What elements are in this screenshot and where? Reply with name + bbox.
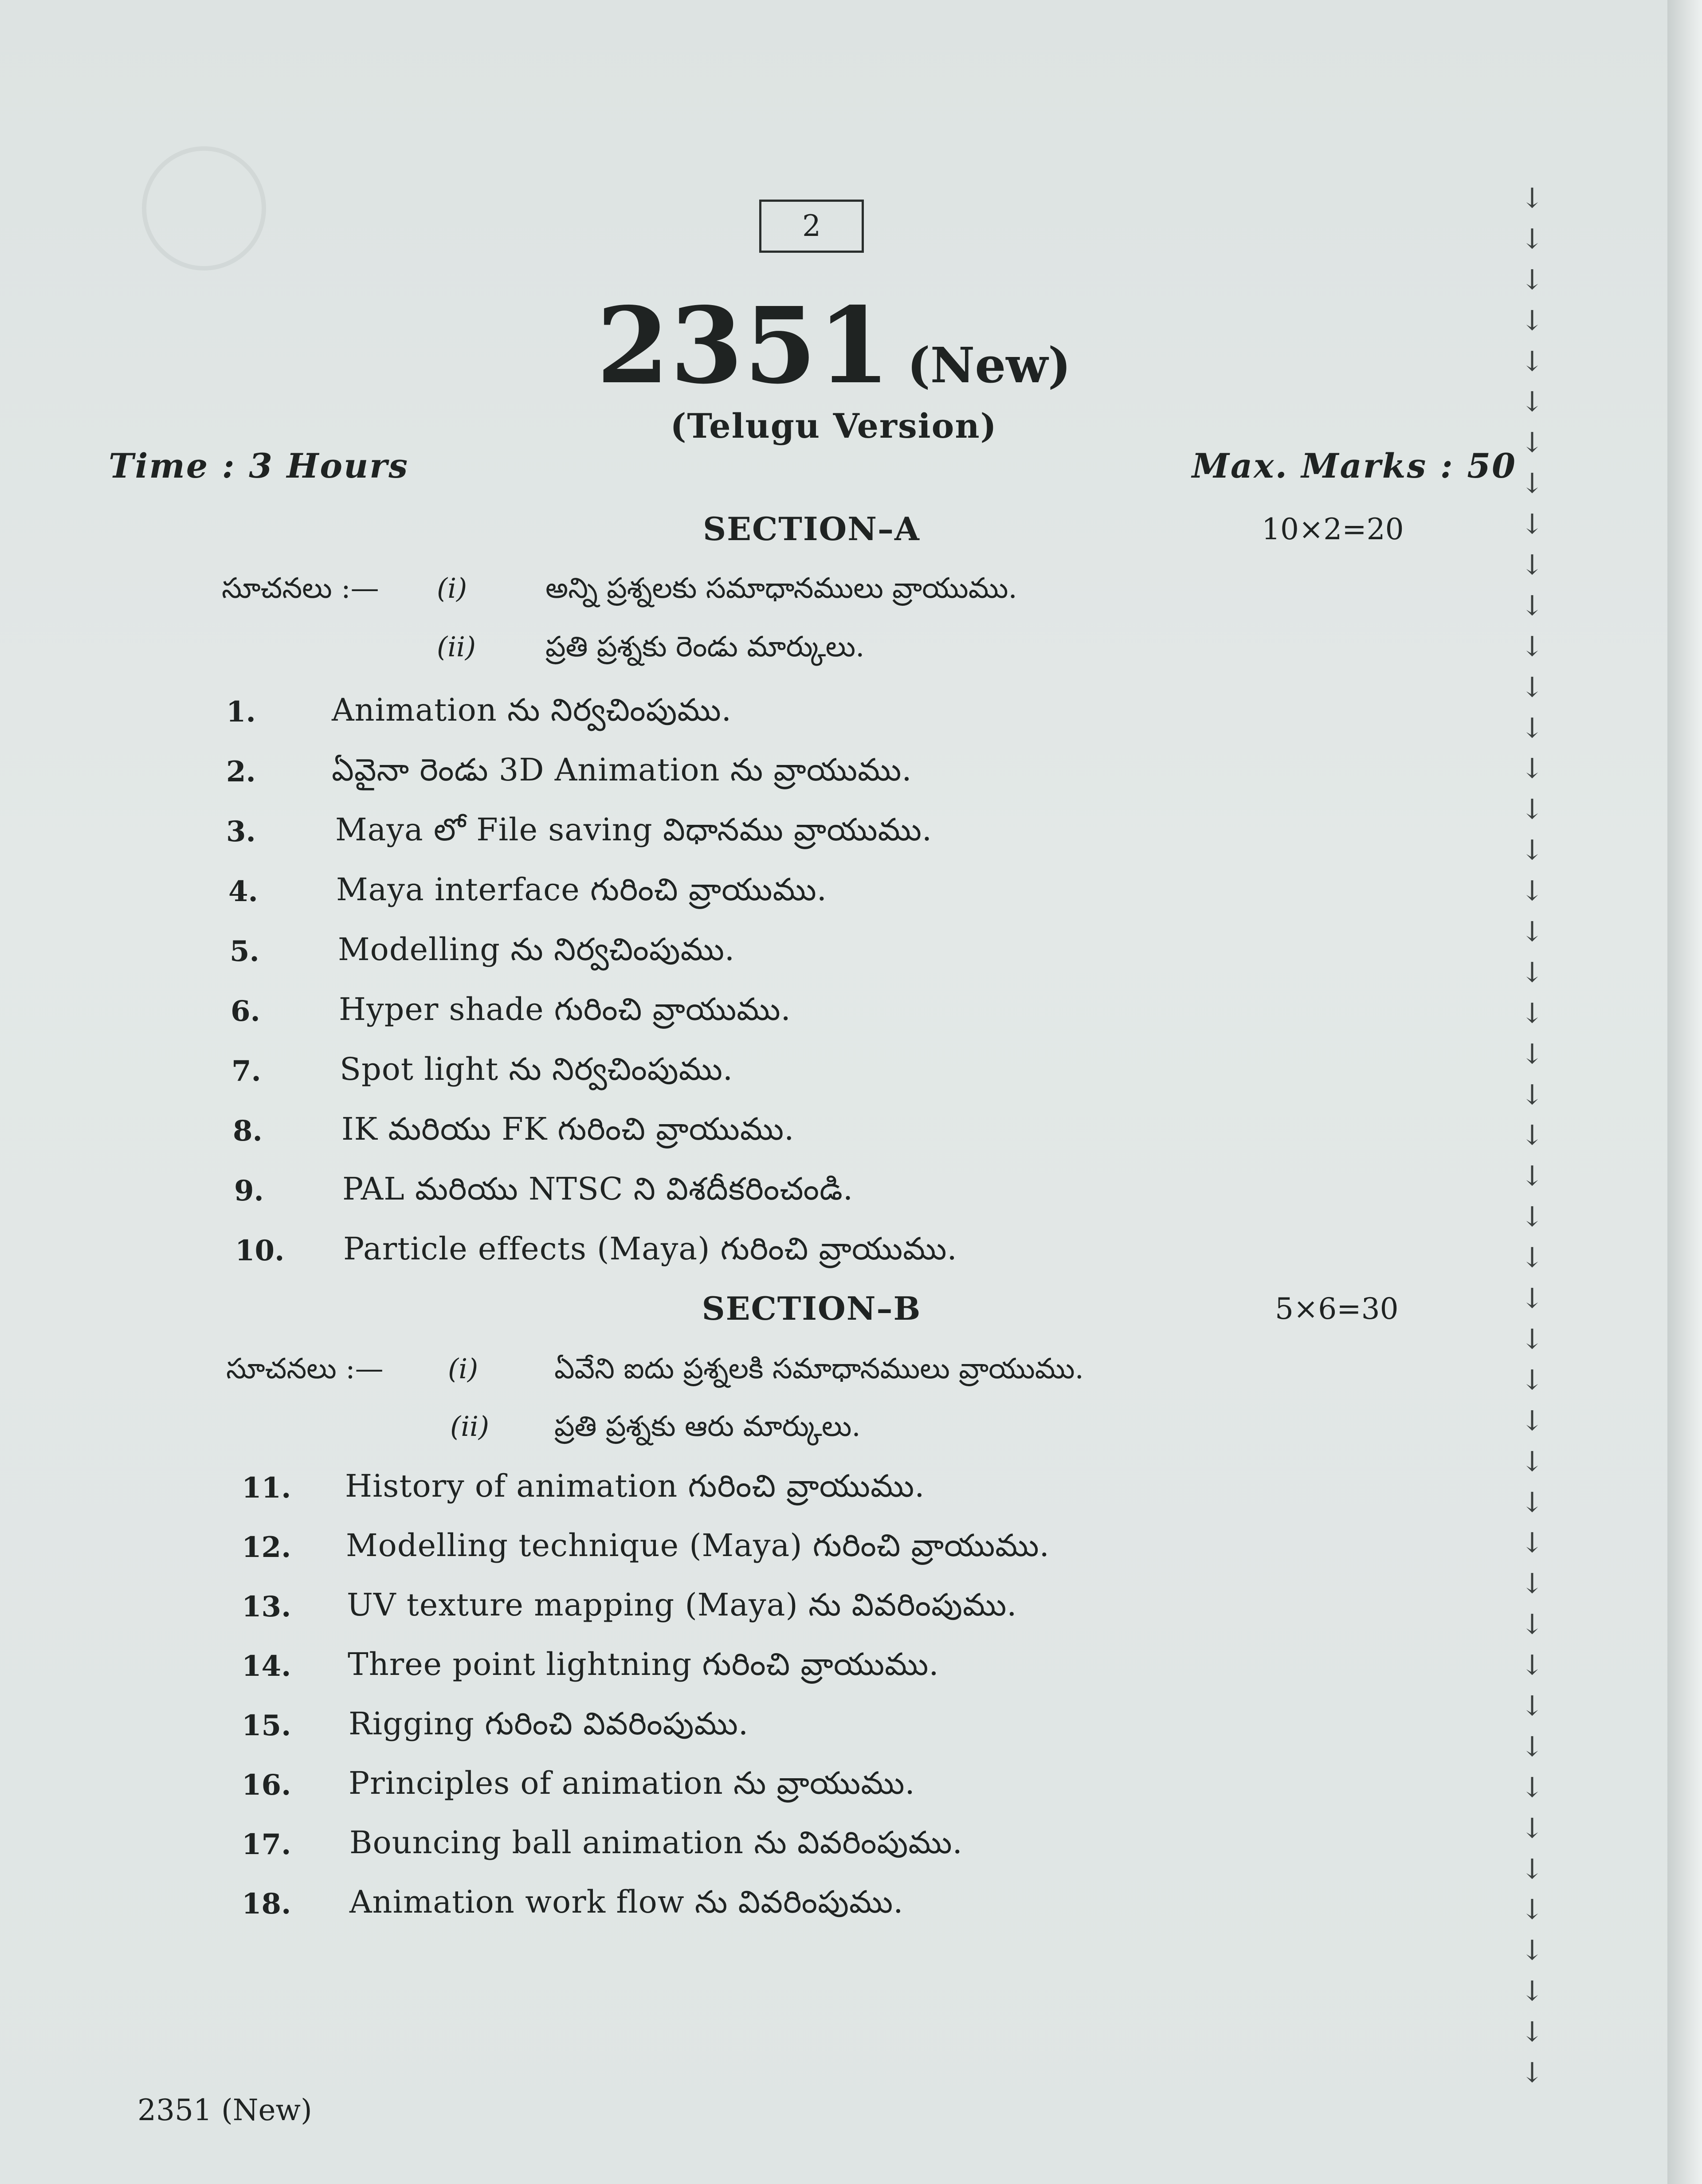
page-edge xyxy=(1667,0,1702,2184)
margin-arrow-column xyxy=(1517,182,1548,2089)
down-arrow-icon: ↓ xyxy=(1521,508,1544,541)
section-b-title: SECTION–B xyxy=(702,1290,922,1327)
section-b-instruction-num: (i) xyxy=(448,1353,478,1385)
down-arrow-icon: ↓ xyxy=(1521,834,1544,867)
down-arrow-icon: ↓ xyxy=(1521,996,1544,1029)
down-arrow-icon: ↓ xyxy=(1521,793,1544,826)
question-number: 16. xyxy=(242,1768,291,1802)
down-arrow-icon: ↓ xyxy=(1521,1608,1544,1641)
down-arrow-icon: ↓ xyxy=(1521,1160,1544,1192)
section-b-instructions-label: సూచనలు :— xyxy=(226,1353,384,1385)
section-a-title: SECTION–A xyxy=(703,510,920,548)
question-number: 17. xyxy=(242,1828,291,1861)
section-b-instruction-text: ఏవేని ఐదు ప్రశ్నలకి సమాధానములు వ్రాయుము. xyxy=(554,1353,1084,1385)
section-a-instruction-text: ప్రతి ప్రశ్నకు రెండు మార్కులు. xyxy=(545,631,865,663)
down-arrow-icon: ↓ xyxy=(1521,1771,1544,1804)
question-text: Particle effects (Maya) గురించి వ్రాయుము. xyxy=(343,1231,957,1267)
question-text: Modelling technique (Maya) గురించి వ్రాయుము. xyxy=(346,1527,1050,1564)
question-number: 2. xyxy=(226,755,256,788)
question-number: 7. xyxy=(231,1055,261,1088)
down-arrow-icon: ↓ xyxy=(1521,345,1544,377)
down-arrow-icon: ↓ xyxy=(1521,670,1544,703)
question-number: 5. xyxy=(230,935,259,968)
question-text: Modelling ను నిర్వచింపుము. xyxy=(338,931,735,968)
section-b-instruction-text: ప్రతి ప్రశ్నకు ఆరు మార్కులు. xyxy=(554,1410,861,1443)
question-text: Animation work flow ను వివరింపుము. xyxy=(349,1884,904,1920)
footer-code: 2351 (New) xyxy=(137,2093,312,2127)
down-arrow-icon: ↓ xyxy=(1521,222,1544,255)
down-arrow-icon: ↓ xyxy=(1521,1078,1544,1111)
paper-tag: (New) xyxy=(907,337,1071,394)
down-arrow-icon: ↓ xyxy=(1521,1363,1544,1396)
question-text: Three point lightning గురించి వ్రాయుము. xyxy=(348,1646,939,1682)
time-allowed: Time : 3 Hours xyxy=(109,446,409,486)
section-b-instruction-num: (ii) xyxy=(450,1410,490,1443)
down-arrow-icon: ↓ xyxy=(1521,1282,1544,1315)
bleed-through-seal xyxy=(142,146,266,271)
question-text: Rigging గురించి వివరింపుము. xyxy=(349,1706,749,1742)
paper-heading xyxy=(0,284,1667,407)
max-marks: Max. Marks : 50 xyxy=(1192,446,1517,486)
down-arrow-icon: ↓ xyxy=(1521,589,1544,622)
question-number: 8. xyxy=(233,1114,263,1148)
down-arrow-icon: ↓ xyxy=(1521,1730,1544,1763)
question-number: 18. xyxy=(242,1887,291,1921)
section-a-instruction-num: (ii) xyxy=(437,631,476,663)
question-text: Principles of animation ను వ్రాయుము. xyxy=(349,1765,915,1801)
section-a-instructions-label: సూచనలు :— xyxy=(222,572,379,605)
question-text: UV texture mapping (Maya) ను వివరింపుము. xyxy=(347,1587,1017,1623)
down-arrow-icon: ↓ xyxy=(1521,874,1544,907)
down-arrow-icon: ↓ xyxy=(1521,1975,1544,2008)
page-number-box: 2 xyxy=(759,200,864,253)
down-arrow-icon: ↓ xyxy=(1521,1241,1544,1274)
down-arrow-icon: ↓ xyxy=(1521,426,1544,459)
question-text: IK మరియు FK గురించి వ్రాయుము. xyxy=(341,1111,795,1147)
down-arrow-icon: ↓ xyxy=(1521,1445,1544,1478)
down-arrow-icon: ↓ xyxy=(1521,1037,1544,1070)
section-a-instruction-num: (i) xyxy=(437,572,467,604)
question-text: Spot light ను నిర్వచింపుము. xyxy=(340,1051,733,1087)
question-number: 6. xyxy=(231,995,260,1028)
down-arrow-icon: ↓ xyxy=(1521,1934,1544,1967)
section-b-marks: 5×6=30 xyxy=(1275,1292,1399,1326)
down-arrow-icon: ↓ xyxy=(1521,1893,1544,1926)
down-arrow-icon: ↓ xyxy=(1521,1486,1544,1518)
question-text: Maya interface గురించి వ్రాయుము. xyxy=(336,871,827,908)
down-arrow-icon: ↓ xyxy=(1521,752,1544,785)
down-arrow-icon: ↓ xyxy=(1521,2056,1544,2089)
question-text: PAL మరియు NTSC ని విశదీకరించండి. xyxy=(342,1171,854,1207)
down-arrow-icon: ↓ xyxy=(1521,630,1544,663)
question-text: History of animation గురించి వ్రాయుము. xyxy=(345,1468,925,1504)
question-text: Bouncing ball animation ను వివరింపుము. xyxy=(349,1824,963,1861)
down-arrow-icon: ↓ xyxy=(1521,467,1544,500)
down-arrow-icon: ↓ xyxy=(1521,549,1544,581)
down-arrow-icon: ↓ xyxy=(1521,915,1544,948)
down-arrow-icon: ↓ xyxy=(1521,1567,1544,1600)
down-arrow-icon: ↓ xyxy=(1521,1689,1544,1722)
down-arrow-icon: ↓ xyxy=(1521,263,1544,296)
question-number: 12. xyxy=(242,1531,291,1564)
paper-code: 2351 xyxy=(596,284,891,407)
down-arrow-icon: ↓ xyxy=(1521,1200,1544,1233)
down-arrow-icon: ↓ xyxy=(1521,1322,1544,1355)
section-a-marks: 10×2=20 xyxy=(1262,512,1404,546)
question-number: 9. xyxy=(234,1174,264,1208)
question-number: 1. xyxy=(226,695,256,729)
question-text: Maya లో File saving విధానము వ్రాయుము. xyxy=(335,812,933,848)
question-text: ఏవైనా రెండు 3D Animation ను వ్రాయుము. xyxy=(332,752,912,788)
section-a-instruction-text: అన్ని ప్రశ్నలకు సమాధానములు వ్రాయుము. xyxy=(545,572,1017,605)
down-arrow-icon: ↓ xyxy=(1521,385,1544,418)
down-arrow-icon: ↓ xyxy=(1521,304,1544,337)
question-number: 13. xyxy=(242,1590,291,1623)
question-number: 14. xyxy=(242,1650,291,1683)
question-number: 4. xyxy=(228,875,258,908)
down-arrow-icon: ↓ xyxy=(1521,711,1544,744)
question-number: 10. xyxy=(235,1234,285,1267)
question-number: 15. xyxy=(242,1709,291,1742)
down-arrow-icon: ↓ xyxy=(1521,956,1544,988)
question-text: Hyper shade గురించి వ్రాయుము. xyxy=(339,991,791,1027)
down-arrow-icon: ↓ xyxy=(1521,1526,1544,1559)
down-arrow-icon: ↓ xyxy=(1521,1119,1544,1152)
down-arrow-icon: ↓ xyxy=(1521,1404,1544,1437)
down-arrow-icon: ↓ xyxy=(1521,1649,1544,1682)
down-arrow-icon: ↓ xyxy=(1521,182,1544,214)
down-arrow-icon: ↓ xyxy=(1521,1812,1544,1844)
down-arrow-icon: ↓ xyxy=(1521,2015,1544,2048)
question-number: 11. xyxy=(242,1471,291,1505)
question-number: 3. xyxy=(226,815,256,848)
version-label: (Telugu Version) xyxy=(670,406,997,446)
down-arrow-icon: ↓ xyxy=(1521,1852,1544,1885)
question-text: Animation ను నిర్వచింపుము. xyxy=(332,692,732,728)
